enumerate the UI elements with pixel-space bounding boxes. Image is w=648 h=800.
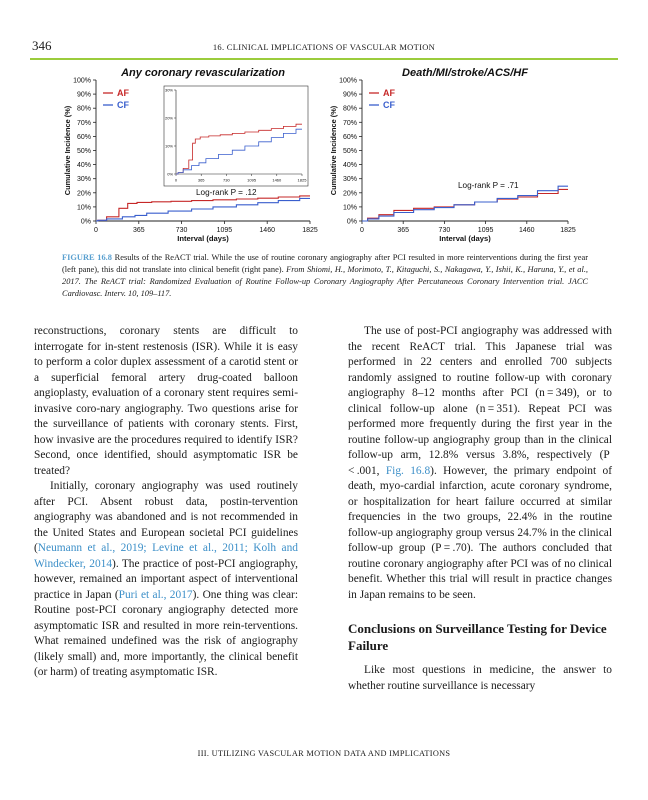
left-paragraph-1: reconstructions, coronary stents are difficult to interrogate for in-stent restenosis (ISR). While it is easy to perform a color duplex assessment of a carotid stent or a superficial femoral artery drug-coated balloon angioplasty, evaluation of a coronary stent requires semi-invasive coro-nary angiography. Two questions arise for the surveillance of patients with coronary stents. First, how invasive are the procedures required to identify ISR? Second, once identified, should asymptomatic ISR be treated?: [34, 325, 298, 477]
chart1-inset-x-tick-label: 1460: [272, 177, 282, 183]
section-heading: Conclusions on Surveillance Testing for Device Failure: [348, 621, 607, 653]
chart2-legend-label-af: AF: [383, 88, 395, 98]
chart1-y-tick-label: 10%: [76, 204, 91, 212]
chart1-y-tick-label: 100%: [73, 77, 91, 85]
right-column: [348, 324, 612, 694]
chart2-title: Death/MI/stroke/ACS/HF: [402, 67, 528, 79]
chart1-inset-x-tick-label: 1825: [297, 177, 307, 183]
chart1-inset-y-tick-label: 0%: [167, 171, 173, 177]
text-run: ). One thing was clear: Routine post-PCI coronary angiography detected more asymptomatic ISR and resulted in more rein-terventions. What remained undefined was the risk of angiography (likely small) and, more importantly, the clinical benefit (or harm) of treating asymptomatic ISR.: [34, 588, 298, 678]
chart1-inset-frame: [164, 86, 308, 186]
chart2-x-tick-label: 1460: [519, 227, 535, 234]
chart2-series-cf-line: [362, 186, 568, 221]
chart2-y-tick-label: 20%: [342, 190, 357, 198]
chart2-x-tick-label: 1095: [477, 227, 494, 234]
chart1-inset-x-tick-label: 0: [174, 177, 178, 183]
chart1-legend-label-af: AF: [117, 88, 129, 98]
citation-link-guidelines[interactable]: Neumann et al., 2019; Levine et al., 2011; Kolh and Windecker, 2014: [34, 542, 298, 570]
chart1-y-tick-label: 0%: [80, 218, 91, 226]
page-footer: III. UTILIZING VASCULAR MOTION DATA AND IMPLICATIONS: [197, 749, 451, 758]
text-run: Initially, coronary angiography was used routinely after PCI. Absent robust data, postin-tervention angiography was abandoned and is not recommended in the United States and European societal PCI guidelines (: [34, 480, 298, 554]
chart1-inset-y-tick-label: 10%: [164, 143, 173, 149]
chart1-title: Any coronary revascularization: [121, 67, 285, 79]
header-rule: [30, 58, 618, 60]
chart2-y-tick-label: 0%: [346, 218, 357, 226]
chart2-y-tick-label: 70%: [342, 119, 357, 127]
chart2-x-axis-label: Interval (days): [439, 234, 491, 243]
chart2-y-tick-label: 90%: [342, 91, 357, 99]
chart1-y-tick-label: 70%: [76, 119, 91, 127]
chart2-x-tick-label: 1825: [560, 227, 576, 234]
chart2-y-tick-label: 80%: [342, 105, 357, 113]
figure-caption: [62, 252, 588, 300]
chart2-y-tick-label: 60%: [342, 133, 357, 141]
chart1-inset-x-tick-label: 1095: [247, 177, 257, 183]
figure-16-8: [0, 62, 648, 248]
chart1-y-tick-label: 20%: [76, 190, 91, 198]
chart2-y-tick-label: 40%: [342, 162, 357, 170]
chart2-x-tick-label: 730: [438, 227, 451, 234]
chart1-y-tick-label: 80%: [76, 105, 91, 113]
chart1-inset-y-tick-label: 30%: [164, 87, 173, 93]
chart2-y-tick-label: 10%: [342, 204, 357, 212]
chart2-x-tick-label: 0: [360, 227, 364, 234]
citation-link-puri[interactable]: Puri et al., 2017: [118, 588, 193, 601]
chart1-x-tick-label: 1095: [216, 227, 233, 234]
figure-link[interactable]: Fig. 16.8: [385, 464, 431, 477]
chart2-y-axis-label: Cumulative Incidence (%): [329, 105, 338, 196]
chart1-y-axis-label: Cumulative Incidence (%): [63, 105, 72, 196]
chart1-x-tick-label: 730: [175, 227, 188, 234]
chart2-annotation-logrank: Log-rank P = .71: [458, 181, 519, 190]
text-run: ). However, the primary endpoint of death, myo-cardial infarction, acute coronary syndrome, or hospitalization for heart failure occurred at similar frequencies in the two groups, 22.4% in the routine follow-up angiography group versus 24.7% in the clinical follow-up group (P = .70). The authors concluded that routine coronary angiography after PCI was of no clinical benefit. Whether this trial will result in practice changes in Japan remains to be seen.: [348, 464, 613, 601]
running-head: 16. CLINICAL IMPLICATIONS OF VASCULAR MOTION: [212, 42, 436, 52]
chart2-y-tick-label: 30%: [342, 176, 357, 184]
chart1-y-tick-label: 30%: [76, 176, 91, 184]
right-paragraph-1: [348, 324, 612, 603]
chart1-x-tick-label: 1825: [302, 227, 318, 234]
caption-citation: From Shiomi, H., Morimoto, T., Kitaguchi, S., Nakagawa, Y., Ishii, K., Haruna, Y., et al., 2017. The ReACT trial: Randomized Evaluation of Routine Follow-up Coronary Angiography After Percutaneous Coronary Intervention trial. JACC Cardiovasc. Interv. 10, 109–117.: [62, 265, 589, 298]
chart1-inset-x-tick-label: 730: [223, 177, 230, 183]
chart1-legend-label-cf: CF: [117, 100, 129, 110]
chart2-y-tick-label: 50%: [342, 148, 357, 155]
caption-text: Results of the ReACT trial. While the use of routine coronary angiography after PCI resulted in more reinterventions during the first year (left pane), this did not translate into clinical benefit (right pane).: [62, 253, 588, 274]
chart1-y-tick-label: 90%: [76, 91, 91, 99]
chart1-inset-x-tick-label: 365: [197, 177, 205, 183]
chart1-inset-y-tick-label: 20%: [164, 115, 173, 121]
chart1-x-tick-label: 0: [94, 227, 98, 234]
chart1-x-tick-label: 1460: [259, 227, 275, 234]
chart2-y-tick-label: 100%: [339, 77, 357, 85]
right-paragraph-2: Like most questions in medicine, the answer to whether routine surveillance is necessary: [348, 664, 612, 692]
chart1-y-tick-label: 60%: [76, 133, 91, 141]
left-paragraph-2: [34, 479, 298, 681]
chart2-legend-label-cf: CF: [383, 100, 395, 110]
chart1-series-cf-line: [96, 198, 310, 221]
chart1-x-tick-label: 365: [132, 227, 145, 234]
chart1-annotation-logrank: Log-rank P = .12: [196, 188, 257, 197]
caption-label: FIGURE 16.8: [62, 253, 112, 262]
page-number: 346: [32, 38, 52, 53]
text-run: ). The practice of post-PCI angiography, however, remained an important aspect of interventional practice in Japan (: [34, 557, 298, 601]
chart1-x-axis-label: Interval (days): [177, 234, 229, 243]
left-column: [34, 324, 298, 681]
text-run: The use of post-PCI angiography was addressed with the recent ReACT trial. This Japanese trial was performed in 22 centers and enrolled 700 subjects randomly assigned to routine follow-up with coronary angiography 8–12 months after PCI (n = 349), or to clinical follow-up alone (n = 351). Repeat PCI was performed more frequently during the first year in the routine follow-up angiography group than in the clinical follow-up arm, 12.8% versus 3.8%, respectively (P < .001,: [348, 325, 612, 477]
chart1-y-tick-label: 40%: [76, 162, 91, 170]
chart2-x-tick-label: 365: [397, 227, 410, 234]
chart1-y-tick-label: 50%: [76, 148, 91, 155]
